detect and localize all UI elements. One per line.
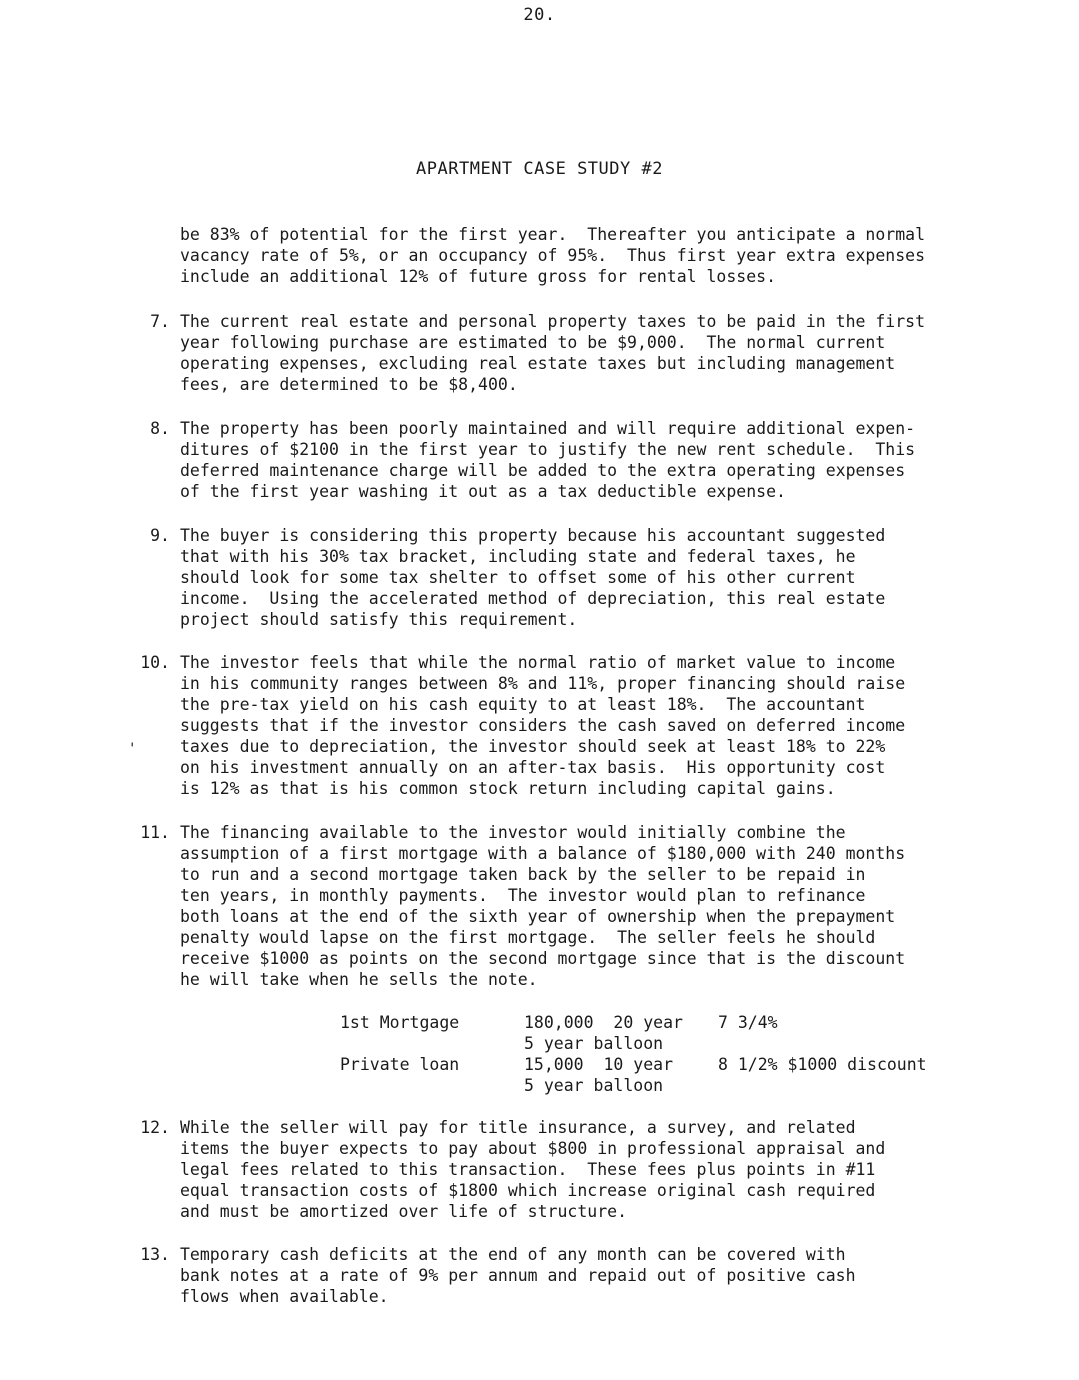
item-13-paragraph <box>180 1244 1010 1307</box>
text-line: While the seller will pay for title insurance, a survey, and related <box>180 1118 856 1137</box>
text-line: that with his 30% tax bracket, including state and federal taxes, he <box>180 547 856 566</box>
text-line: year following purchase are estimated to be $9,000. The normal current <box>180 333 886 352</box>
text-line: project should satisfy this requirement. <box>180 610 578 629</box>
text-line: The investor feels that while the normal ratio of market value to income <box>180 653 896 672</box>
margin-mark: ' <box>128 741 137 757</box>
text-line: should look for some tax shelter to offset some of his other current <box>180 568 856 587</box>
item-11-paragraph <box>180 822 1010 990</box>
text-line: fees, are determined to be $8,400. <box>180 375 518 394</box>
item-12-paragraph <box>180 1117 1010 1222</box>
intro-paragraph <box>180 224 1010 287</box>
text-line: bank notes at a rate of 9% per annum and repaid out of positive cash <box>180 1266 856 1285</box>
loan-amount-term: 180,000 20 year <box>524 1013 683 1032</box>
loan-name: Private loan <box>340 1055 460 1074</box>
text-line: assumption of a first mortgage with a balance of $180,000 with 240 months <box>180 844 906 863</box>
text-line: in his community ranges between 8% and 11%, proper financing should raise <box>180 674 906 693</box>
text-line: Temporary cash deficits at the end of any month can be covered with <box>180 1245 846 1264</box>
text-line: penalty would lapse on the first mortgage. The seller feels he should <box>180 928 876 947</box>
text-line: is 12% as that is his common stock return including capital gains. <box>180 779 836 798</box>
loan-balloon: 5 year balloon <box>524 1076 664 1095</box>
loan-balloon: 5 year balloon <box>524 1034 664 1053</box>
item-7-paragraph <box>180 311 1010 395</box>
text-line: flows when available. <box>180 1287 389 1306</box>
item-9-paragraph <box>180 525 1010 630</box>
page-title: APARTMENT CASE STUDY #2 <box>416 159 663 179</box>
text-line: the pre-tax yield on his cash equity to at least 18%. The accountant <box>180 695 866 714</box>
text-line: be 83% of potential for the first year. Thereafter you anticipate a normal <box>180 225 926 244</box>
item-number: 10. <box>140 653 170 672</box>
text-line: legal fees related to this transaction. These fees plus points in #11 <box>180 1160 876 1179</box>
text-line: The property has been poorly maintained and will require additional expen- <box>180 419 916 438</box>
text-line: The current real estate and personal property taxes to be paid in the first <box>180 312 926 331</box>
loan-amount-term: 15,000 10 year <box>524 1055 674 1074</box>
text-line: vacancy rate of 5%, or an occupancy of 95%. Thus first year extra expenses <box>180 246 926 265</box>
text-line: include an additional 12% of future gross for rental losses. <box>180 267 777 286</box>
text-line: deferred maintenance charge will be added to the extra operating expenses <box>180 461 906 480</box>
text-line: ditures of $2100 in the first year to justify the new rent schedule. This <box>180 440 916 459</box>
item-number: 13. <box>140 1245 170 1264</box>
text-line: and must be amortized over life of structure. <box>180 1202 628 1221</box>
page-number: 20. <box>523 5 556 25</box>
loan-rate: 8 1/2% $1000 discount <box>718 1055 927 1074</box>
text-line: income. Using the accelerated method of depreciation, this real estate <box>180 589 886 608</box>
item-10-paragraph <box>180 652 1010 799</box>
item-number: 11. <box>140 823 170 842</box>
item-number: 12. <box>140 1118 170 1137</box>
text-line: both loans at the end of the sixth year of ownership when the prepayment <box>180 907 896 926</box>
text-line: suggests that if the investor considers the cash saved on deferred income <box>180 716 906 735</box>
text-line: ten years, in monthly payments. The investor would plan to refinance <box>180 886 866 905</box>
text-line: on his investment annually on an after-tax basis. His opportunity cost <box>180 758 886 777</box>
text-line: to run and a second mortgage taken back by the seller to be repaid in <box>180 865 866 884</box>
item-number: 8. <box>150 419 170 438</box>
text-line: equal transaction costs of $1800 which increase original cash required <box>180 1181 876 1200</box>
text-line: The buyer is considering this property because his accountant suggested <box>180 526 886 545</box>
text-line: taxes due to depreciation, the investor should seek at least 18% to 22% <box>180 737 886 756</box>
text-line: operating expenses, excluding real estate taxes but including management <box>180 354 896 373</box>
item-number: 9. <box>150 526 170 545</box>
text-line: items the buyer expects to pay about $800 in professional appraisal and <box>180 1139 886 1158</box>
text-line: The financing available to the investor would initially combine the <box>180 823 846 842</box>
text-line: he will take when he sells the note. <box>180 970 538 989</box>
text-line: of the first year washing it out as a tax deductible expense. <box>180 482 786 501</box>
loan-rate: 7 3/4% <box>718 1013 778 1032</box>
item-8-paragraph <box>180 418 1010 502</box>
item-number: 7. <box>150 312 170 331</box>
loan-name: 1st Mortgage <box>340 1013 460 1032</box>
text-line: receive $1000 as points on the second mortgage since that is the discount <box>180 949 906 968</box>
